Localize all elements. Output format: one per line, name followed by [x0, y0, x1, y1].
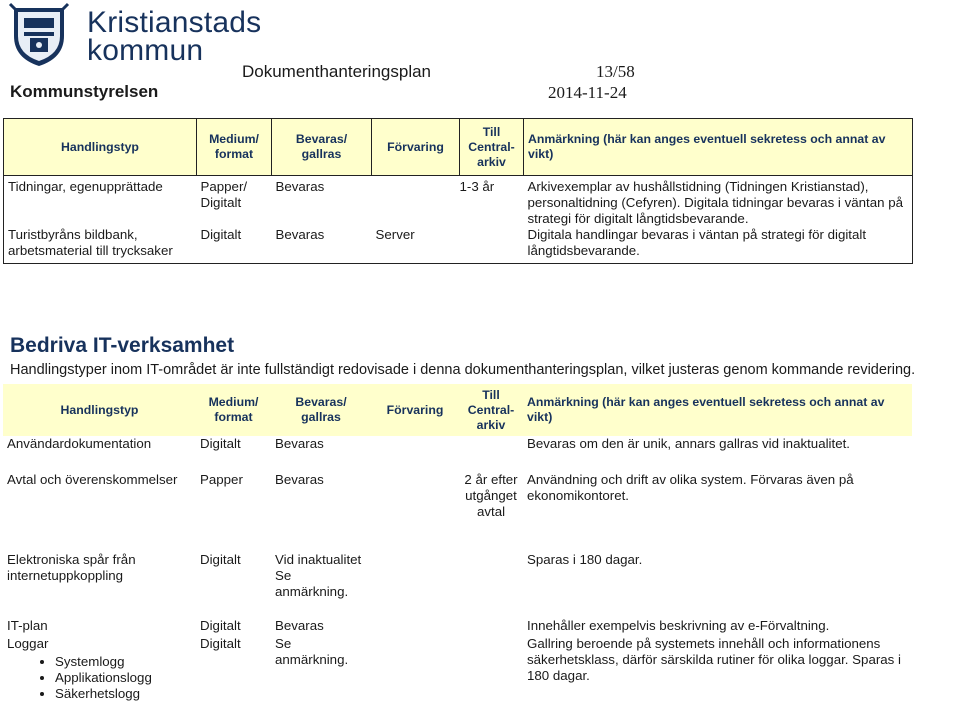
- cell-forvaring: [371, 472, 459, 552]
- cell-medium: Digitalt: [200, 227, 242, 242]
- table-row: [3, 618, 912, 636]
- table-header-row: [3, 384, 912, 436]
- document-date: 2014-11-24: [548, 83, 627, 102]
- cell-note: Digitala handlingar bevaras i väntan på strategi för digitalt långtidsbevarande.: [527, 227, 867, 258]
- table-row: [3, 472, 912, 552]
- cell-medium: Digitalt: [200, 636, 241, 651]
- log-types-list: [7, 654, 192, 702]
- col-header-anmarkning: Anmärkning (här kan anges eventuell sekretess och annat av vikt): [523, 384, 912, 436]
- cell-type-label: Loggar: [7, 636, 49, 651]
- cell-forvaring: Server: [375, 227, 415, 242]
- cell-medium: Digitalt: [200, 436, 241, 451]
- cell-forvaring: [371, 636, 459, 702]
- cell-arkiv: [460, 227, 524, 263]
- document-title: Dokumenthanteringsplan: [242, 62, 432, 81]
- table-row: [3, 636, 912, 702]
- cell-type: Elektroniska spår från internetuppkoppling: [7, 552, 136, 583]
- cell-arkiv: [459, 636, 523, 702]
- col-header-centralarkiv: Till Central- arkiv: [460, 119, 524, 176]
- col-header-bevaras: Bevaras/ gallras: [271, 384, 371, 436]
- cell-bevaras: Bevaras: [275, 179, 325, 194]
- col-header-medium: Medium/ format: [196, 384, 271, 436]
- cell-note: Arkivexemplar av hushållstidning (Tidningen Kristianstad), personaltidning (Cefyren). Digitala tidningar bevaras i väntan på strategi för digitalt långtidsbevarande.: [527, 179, 903, 226]
- page-number: 13/58: [596, 62, 635, 81]
- cell-note: Innehåller exempelvis beskrivning av e-Förvaltning.: [527, 618, 830, 633]
- cell-medium: Papper: [200, 472, 243, 487]
- cell-type: Turistbyråns bildbank, arbetsmaterial till trycksaker: [8, 227, 173, 258]
- table-row: [4, 176, 913, 228]
- cell-medium: Digitalt: [200, 552, 241, 567]
- cell-bevaras: Bevaras: [275, 472, 324, 487]
- cell-note: Användning och drift av olika system. Förvaras även på ekonomikontoret.: [527, 472, 854, 503]
- cell-type: Användardokumentation: [7, 436, 152, 451]
- col-header-forvaring: Förvaring: [371, 384, 459, 436]
- records-table-2: [3, 384, 912, 702]
- cell-arkiv: [459, 552, 523, 618]
- brand-name-line1: Kristianstads: [87, 6, 262, 39]
- cell-type: IT-plan: [7, 618, 48, 633]
- section-heading: Bedriva IT-verksamhet: [10, 334, 235, 357]
- cell-type: [3, 636, 196, 702]
- cell-bevaras: Bevaras: [275, 618, 324, 633]
- table-row: [3, 436, 912, 472]
- coat-of-arms-logo: [8, 2, 70, 68]
- cell-bevaras: Bevaras: [275, 436, 324, 451]
- cell-note: Gallring beroende på systemets innehåll och informationens säkerhetsklass, därför särskilda rutiner för olika loggar. Sparas i 180 dagar.: [527, 636, 901, 683]
- cell-note: Bevaras om den är unik, annars gallras vid inaktualitet.: [527, 436, 850, 451]
- col-header-bevaras: Bevaras/ gallras: [272, 119, 372, 176]
- cell-arkiv: 2 år efter utgånget avtal: [464, 472, 518, 519]
- col-header-forvaring: Förvaring: [372, 119, 460, 176]
- cell-type: Tidningar, egenupprättade: [8, 179, 163, 194]
- cell-arkiv: [459, 436, 523, 472]
- cell-type: Avtal och överenskommelser: [7, 472, 178, 487]
- col-header-handlingstyp: Handlingstyp: [4, 119, 197, 176]
- cell-medium: Papper/ Digitalt: [200, 179, 248, 210]
- cell-forvaring: [371, 618, 459, 636]
- list-item: • Systemlogg: [55, 654, 192, 670]
- cell-bevaras: Se anmärkning.: [275, 636, 349, 667]
- col-header-centralarkiv: Till Central- arkiv: [459, 384, 523, 436]
- organization-name: Kommunstyrelsen: [10, 82, 159, 101]
- list-item: • Säkerhetslogg: [55, 686, 192, 702]
- table-header-row: [4, 119, 913, 176]
- table-row: [4, 227, 913, 263]
- brand-name-line2: kommun: [87, 34, 204, 67]
- cell-arkiv: [459, 618, 523, 636]
- cell-bevaras: Vid inaktualitet Se anmärkning.: [275, 552, 362, 599]
- cell-arkiv: 1-3 år: [459, 179, 495, 194]
- cell-bevaras: Bevaras: [275, 227, 325, 242]
- col-header-handlingstyp: Handlingstyp: [3, 384, 196, 436]
- cell-forvaring: [371, 436, 459, 472]
- cell-forvaring: [371, 552, 459, 618]
- section-intro-text: Handlingstyper inom IT-området är inte fullständigt redovisade i denna dokumenthanteringsplan, vilket justeras genom kommande revidering.: [10, 362, 916, 378]
- cell-medium: Digitalt: [200, 618, 241, 633]
- cell-note: Sparas i 180 dagar.: [527, 552, 643, 567]
- col-header-anmarkning: Anmärkning (här kan anges eventuell sekretess och annat av vikt): [524, 119, 913, 176]
- records-table-1: [3, 118, 913, 264]
- table-row: [3, 552, 912, 618]
- list-item: • Applikationslogg: [55, 670, 192, 686]
- col-header-medium: Medium/ format: [197, 119, 272, 176]
- cell-forvaring: [372, 176, 460, 228]
